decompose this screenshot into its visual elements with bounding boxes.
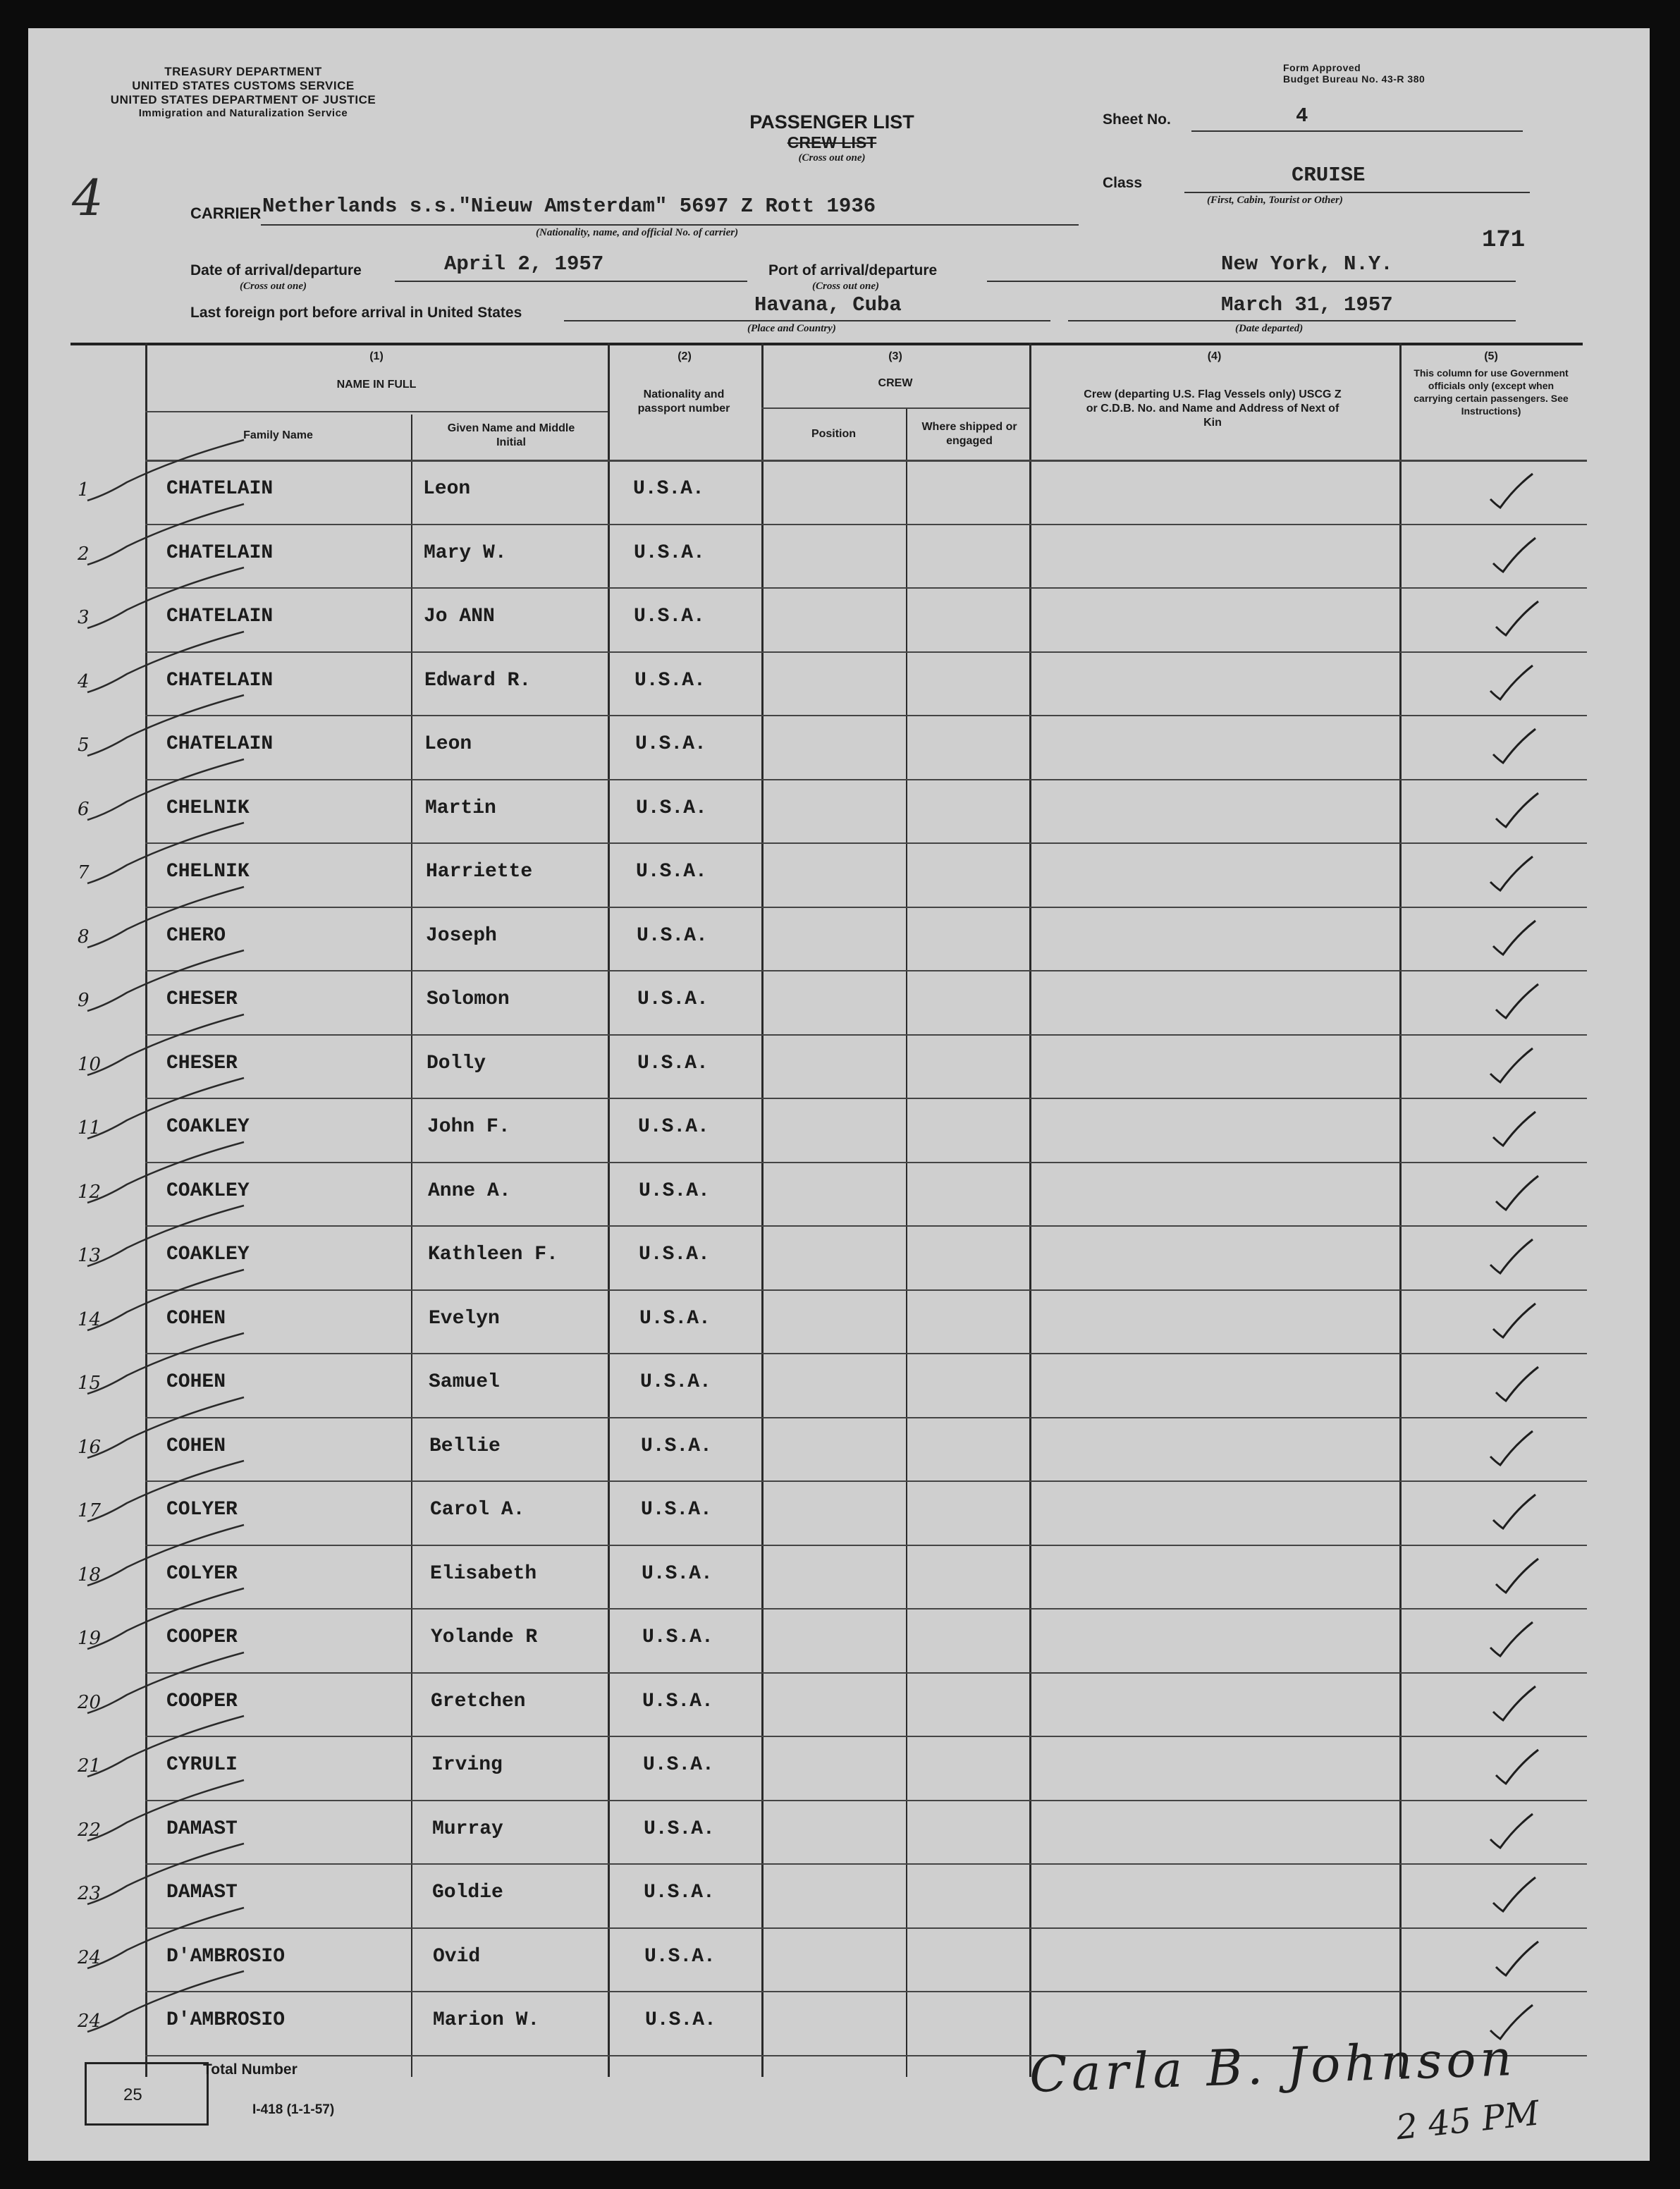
pen-stroke-icon <box>85 821 247 892</box>
row-number: 12 <box>78 1181 102 1203</box>
col4-number: (4) <box>1207 350 1222 362</box>
given-name-cell: John F. <box>427 1116 510 1138</box>
row-number: 10 <box>78 1053 102 1075</box>
nationality-cell: U.S.A. <box>641 1499 712 1521</box>
family-name-cell: COAKLEY <box>166 1179 250 1202</box>
row-number: 17 <box>78 1500 102 1521</box>
nationality-cell: U.S.A. <box>637 1052 709 1074</box>
row-rule <box>145 842 1587 844</box>
check-mark-icon <box>1493 1556 1543 1598</box>
row-rule <box>145 1736 1587 1737</box>
row-number: 15 <box>78 1373 102 1394</box>
check-mark-icon <box>1493 1173 1543 1215</box>
row-number: 5 <box>78 735 90 756</box>
given-name-cell: Elisabeth <box>430 1562 537 1585</box>
sheet-label: Sheet No. <box>1103 111 1171 128</box>
row-rule <box>145 1863 1587 1865</box>
family-name-cell: COHEN <box>166 1435 226 1457</box>
crew-list-crossed: CREW LIST <box>787 133 877 152</box>
check-mark-icon <box>1493 1939 1543 1981</box>
nationality-cell: U.S.A. <box>644 1817 715 1840</box>
nationality-cell: U.S.A. <box>642 1626 713 1648</box>
date-departed-hint: (Date departed) <box>1235 323 1304 334</box>
cross-out-hint: (Cross out one) <box>798 152 866 164</box>
family-name-cell: DAMAST <box>166 1817 238 1840</box>
row-number: 19 <box>78 1628 102 1649</box>
family-name-cell: DAMAST <box>166 1882 238 1903</box>
pen-stroke-icon <box>85 1013 247 1084</box>
position-where-divider <box>906 409 907 2077</box>
class-value: CRUISE <box>1292 164 1366 187</box>
row-rule <box>145 1545 1587 1546</box>
pen-stroke-icon <box>85 1459 247 1530</box>
last-port-hint: (Place and Country) <box>747 323 836 334</box>
family-name-cell: COOPER <box>166 1690 238 1712</box>
nationality-cell: U.S.A. <box>645 2009 716 2031</box>
row-rule <box>145 524 1587 525</box>
row-rule <box>145 1800 1587 1801</box>
pen-stroke-icon <box>85 1906 247 1977</box>
date-value: April 2, 1957 <box>444 252 604 276</box>
handwritten-sheet-number: 4 <box>72 169 104 227</box>
nationality-cell: U.S.A. <box>639 1179 710 1202</box>
column-header-bottom-rule <box>145 460 1587 462</box>
family-name-cell: CHATELAIN <box>166 606 274 627</box>
row-number: 18 <box>78 1564 102 1586</box>
port-underline <box>987 281 1516 282</box>
row-rule <box>145 1289 1587 1291</box>
row-number: 13 <box>78 1245 102 1266</box>
sheet-underline <box>1191 130 1523 132</box>
check-mark-icon <box>1488 663 1537 705</box>
nationality-cell: U.S.A. <box>637 924 708 947</box>
pen-stroke-icon <box>85 1396 247 1466</box>
row-rule <box>145 1927 1587 1929</box>
check-mark-icon <box>1493 790 1543 833</box>
family-name-cell: COAKLEY <box>166 1244 250 1265</box>
nationality-cell: U.S.A. <box>636 797 707 819</box>
row-number: 3 <box>78 607 90 628</box>
given-name-cell: Marion W. <box>433 2009 540 2031</box>
family-given-divider <box>411 415 412 2077</box>
given-name-cell: Ovid <box>433 1945 481 1968</box>
row-rule <box>145 1480 1587 1482</box>
row-rule <box>145 1034 1587 1036</box>
check-mark-icon <box>1490 1492 1540 1534</box>
agency-block <box>78 65 409 119</box>
check-mark-icon <box>1488 1811 1537 1853</box>
family-name-cell: COOPER <box>166 1626 238 1648</box>
col5-title: This column for use Government officials only (except when carrying certain passengers. See Instructions) <box>1414 367 1569 417</box>
title-block <box>719 111 945 164</box>
page-number: 171 <box>1482 227 1526 254</box>
nationality-cell: U.S.A. <box>634 606 705 627</box>
header-rule <box>70 343 1583 345</box>
row-number: 16 <box>78 1436 102 1458</box>
row-number: 14 <box>78 1308 102 1330</box>
pen-stroke-icon <box>85 1077 247 1147</box>
total-label: Total Number <box>203 2061 298 2078</box>
check-mark-icon <box>1488 471 1537 513</box>
family-name-cell: COHEN <box>166 1307 226 1330</box>
row-number: 9 <box>78 990 90 1011</box>
nationality-cell: U.S.A. <box>636 861 707 883</box>
check-mark-icon <box>1490 918 1540 960</box>
row-rule <box>145 1417 1587 1418</box>
row-rule <box>145 1672 1587 1674</box>
nationality-cell: U.S.A. <box>642 1562 713 1585</box>
row-number: 1 <box>78 479 90 501</box>
form-approved-block <box>1283 62 1425 85</box>
nationality-cell: U.S.A. <box>641 1435 712 1457</box>
family-name-cell: CHELNIK <box>166 861 250 883</box>
nationality-cell: U.S.A. <box>640 1371 711 1393</box>
check-mark-icon <box>1490 726 1540 768</box>
pen-stroke-icon <box>85 1204 247 1275</box>
budget-bureau: Budget Bureau No. 43-R 380 <box>1283 73 1425 85</box>
nationality-cell: U.S.A. <box>643 1754 714 1776</box>
name-subheader-rule <box>145 411 608 412</box>
sheet-value: 4 <box>1296 104 1308 128</box>
row-number: 11 <box>78 1117 102 1139</box>
pen-stroke-icon <box>85 1141 247 1211</box>
check-mark-icon <box>1488 1046 1537 1088</box>
col1-title: NAME IN FULL <box>336 379 417 391</box>
check-mark-icon <box>1488 1428 1537 1471</box>
row-number: 4 <box>78 670 90 692</box>
agency-line-2: UNITED STATES CUSTOMS SERVICE <box>132 79 355 92</box>
row-rule <box>145 970 1587 971</box>
given-name-cell: Kathleen F. <box>428 1244 558 1265</box>
pen-stroke-icon <box>85 1779 247 1849</box>
check-mark-icon <box>1493 981 1543 1024</box>
class-label: Class <box>1103 175 1143 191</box>
given-name-cell: Jo ANN <box>424 606 495 627</box>
pen-stroke-icon <box>85 1715 247 1785</box>
family-name-cell: COLYER <box>166 1562 238 1585</box>
pen-stroke-icon <box>85 1842 247 1913</box>
given-name-cell: Carol A. <box>430 1499 525 1521</box>
row-number: 6 <box>78 798 90 820</box>
pen-stroke-icon <box>85 1332 247 1402</box>
carrier-value: Netherlands s.s."Nieuw Amsterdam" 5697 Z Rott 1936 <box>262 195 876 218</box>
col5-number: (5) <box>1484 350 1498 362</box>
date-departed-underline <box>1068 320 1516 321</box>
last-port-underline <box>564 320 1050 321</box>
family-name-cell: CYRULI <box>166 1754 238 1776</box>
pen-stroke-icon <box>85 439 247 509</box>
check-mark-icon <box>1493 599 1543 641</box>
row-number: 20 <box>78 1691 102 1713</box>
row-number: 24 <box>78 2011 102 2032</box>
given-name-cell: Gretchen <box>431 1690 526 1712</box>
total-box <box>85 2062 209 2126</box>
pen-stroke-icon <box>85 758 247 828</box>
pen-stroke-icon <box>85 630 247 701</box>
given-name-cell: Murray <box>432 1817 503 1840</box>
col3-col4-divider <box>1029 343 1031 2077</box>
given-name-cell: Dolly <box>427 1052 486 1074</box>
col1-number: (1) <box>369 350 384 362</box>
port-label: Port of arrival/departure <box>768 262 938 278</box>
col3-title: CREW <box>878 377 913 389</box>
nationality-cell: U.S.A. <box>639 1307 711 1330</box>
pen-stroke-icon <box>85 1587 247 1657</box>
given-name-cell: Leon <box>424 733 472 755</box>
form-approved: Form Approved <box>1283 62 1361 73</box>
date-label: Date of arrival/departure <box>190 262 362 278</box>
row-rule <box>145 1098 1587 1099</box>
date-underline <box>395 281 747 282</box>
given-name-cell: Yolande R <box>431 1626 538 1648</box>
row-rule <box>145 1991 1587 1992</box>
carrier-label: CARRIER <box>190 204 262 222</box>
check-mark-icon <box>1490 1109 1540 1151</box>
col2-number: (2) <box>677 350 692 362</box>
given-name-header: Given Name and Middle Initial <box>447 422 575 448</box>
position-header: Position <box>811 428 857 440</box>
pen-stroke-icon <box>85 885 247 956</box>
given-name-cell: Irving <box>431 1754 503 1776</box>
col4-title: Crew (departing U.S. Flag Vessels only) USCG Z or C.D.B. No. and Name and Address of Next of Kin <box>1084 388 1342 429</box>
col1-col2-divider <box>608 343 610 2077</box>
crew-subheader-rule <box>761 407 1029 409</box>
nationality-cell: U.S.A. <box>633 478 704 500</box>
row-rule <box>145 1353 1587 1354</box>
last-port-label: Last foreign port before arrival in United States <box>190 305 522 321</box>
nationality-cell: U.S.A. <box>637 988 709 1010</box>
row-rule <box>145 907 1587 908</box>
family-name-cell: D'AMBROSIO <box>166 2009 286 2031</box>
total-value: 25 <box>123 2085 142 2104</box>
class-hint: (First, Cabin, Tourist or Other) <box>1207 195 1343 206</box>
time-note: 2 45 PM <box>1394 2093 1541 2148</box>
row-rule <box>145 587 1587 589</box>
check-mark-icon <box>1490 535 1540 577</box>
agency-line-4: Immigration and Naturalization Service <box>138 107 348 119</box>
pen-stroke-icon <box>85 1651 247 1722</box>
row-rule <box>145 1162 1587 1163</box>
check-mark-icon <box>1490 1684 1540 1726</box>
row-rule <box>145 1225 1587 1227</box>
row-number: 24 <box>78 1946 102 1968</box>
row-number: 2 <box>78 543 90 565</box>
check-mark-icon <box>1490 1301 1540 1343</box>
check-mark-icon <box>1488 1237 1537 1279</box>
given-name-cell: Bellie <box>429 1435 501 1457</box>
nationality-cell: U.S.A. <box>634 669 706 692</box>
row-number: 23 <box>78 1883 102 1904</box>
port-value: New York, N.Y. <box>1221 252 1393 276</box>
carrier-underline <box>261 224 1079 226</box>
official-signature: Carla B. Johnson <box>1028 2028 1517 2104</box>
carrier-hint: (Nationality, name, and official No. of carrier) <box>536 227 739 238</box>
family-name-cell: D'AMBROSIO <box>166 1945 286 1968</box>
row-number: 22 <box>78 1819 102 1841</box>
family-name-cell: COHEN <box>166 1371 226 1393</box>
row-rule <box>145 779 1587 780</box>
row-number: 8 <box>78 926 90 948</box>
last-port-value: Havana, Cuba <box>754 293 902 317</box>
row-number: 7 <box>78 862 90 883</box>
date-departed-value: March 31, 1957 <box>1221 293 1393 317</box>
check-mark-icon <box>1490 1875 1540 1917</box>
date-cross-hint: (Cross out one) <box>240 281 307 292</box>
given-name-cell: Joseph <box>426 924 497 947</box>
where-shipped-header: Where shipped or engaged <box>921 421 1017 447</box>
col4-col5-divider <box>1399 343 1402 2077</box>
check-mark-icon <box>1493 1364 1543 1406</box>
row-rule <box>145 1608 1587 1609</box>
given-name-cell: Anne A. <box>428 1179 511 1202</box>
col2-title: Nationality and passport number <box>637 388 730 415</box>
pen-stroke-icon <box>85 949 247 1019</box>
given-name-cell: Evelyn <box>429 1307 500 1330</box>
family-name-cell: CHATELAIN <box>166 733 274 755</box>
nationality-cell: U.S.A. <box>638 1116 709 1138</box>
family-name-cell: CHESER <box>166 1052 238 1074</box>
given-name-cell: Leon <box>423 478 471 500</box>
family-name-cell: COAKLEY <box>166 1116 250 1138</box>
check-mark-icon <box>1488 1619 1537 1662</box>
given-name-cell: Martin <box>425 797 496 819</box>
check-mark-icon <box>1488 854 1537 896</box>
pen-stroke-icon <box>85 694 247 764</box>
family-name-cell: CHERO <box>166 924 226 947</box>
port-cross-hint: (Cross out one) <box>812 281 880 292</box>
row-rule <box>145 651 1587 653</box>
given-name-cell: Goldie <box>432 1882 503 1903</box>
pen-stroke-icon <box>85 566 247 637</box>
document-sheet <box>28 28 1650 2161</box>
page-title: PASSENGER LIST <box>749 111 914 133</box>
family-name-cell: CHATELAIN <box>166 478 274 500</box>
row-number: 21 <box>78 1755 102 1777</box>
nationality-cell: U.S.A. <box>639 1244 710 1265</box>
given-name-cell: Mary W. <box>424 541 507 564</box>
check-mark-icon <box>1493 1747 1543 1789</box>
given-name-cell: Edward R. <box>424 669 532 692</box>
form-number: I-418 (1-1-57) <box>252 2102 335 2117</box>
pen-stroke-icon <box>85 503 247 573</box>
pen-stroke-icon <box>85 1268 247 1339</box>
agency-line-3: UNITED STATES DEPARTMENT OF JUSTICE <box>110 93 376 106</box>
nationality-cell: U.S.A. <box>644 1945 716 1968</box>
given-name-cell: Harriette <box>426 861 533 883</box>
nationality-cell: U.S.A. <box>635 733 706 755</box>
col2-col3-divider <box>761 343 764 2077</box>
family-name-header: Family Name <box>243 429 313 441</box>
family-name-cell: COLYER <box>166 1499 238 1521</box>
family-name-cell: CHATELAIN <box>166 669 274 692</box>
given-name-cell: Samuel <box>429 1371 500 1393</box>
nationality-cell: U.S.A. <box>634 541 705 564</box>
nationality-cell: U.S.A. <box>644 1882 715 1903</box>
family-name-cell: CHESER <box>166 988 238 1010</box>
class-underline <box>1184 192 1530 193</box>
family-name-cell: CHATELAIN <box>166 541 274 564</box>
given-name-cell: Solomon <box>427 988 510 1010</box>
pen-stroke-icon <box>85 1523 247 1594</box>
pen-stroke-icon <box>85 1970 247 2040</box>
nationality-cell: U.S.A. <box>642 1690 713 1712</box>
agency-line-1: TREASURY DEPARTMENT <box>164 65 322 78</box>
col3-number: (3) <box>888 350 902 362</box>
row-rule <box>145 715 1587 716</box>
family-name-cell: CHELNIK <box>166 797 250 819</box>
